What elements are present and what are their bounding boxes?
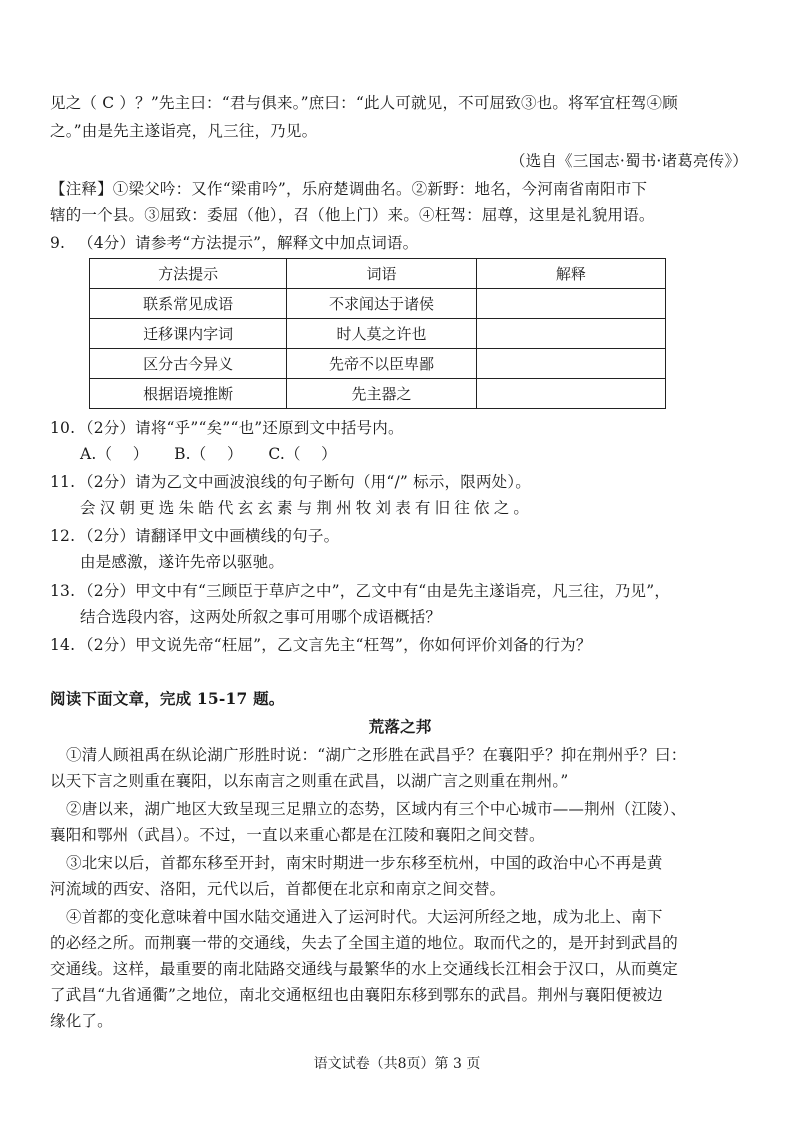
passage-line: 见之（ C ）？”先主曰：“君与俱来。”庶曰：“此人可就见，不可屈致③也。将军宜枉驾④顾: [50, 94, 678, 112]
paragraph-3-cont: 河流域的西安、洛阳，元代以后，首都便在北京和南京之间交替。: [50, 880, 506, 898]
method-cell: 联系常见成语: [90, 289, 287, 319]
notes-line: 【注释】①梁父吟：又作“梁甫吟”，乐府楚调曲名。②新野：地名，今河南省南阳市下: [50, 180, 648, 198]
word-cell: 先主器之: [287, 379, 476, 409]
question-number: 11.: [50, 473, 76, 491]
notes-line: 辖的一个县。③屈致：委屈（他），召（他上门）来。④枉驾：屈尊，这里是礼貌用语。: [50, 206, 655, 224]
method-table: [89, 258, 666, 409]
paragraph-2-cont: 襄阳和鄂州（武昌）。不过，一直以来重心都是在江陵和襄阳之间交替。: [50, 826, 545, 844]
page-footer: 语文试卷（共8页）第 3 页: [313, 1056, 481, 1072]
question-12: [50, 525, 750, 547]
table-header: 解释: [476, 259, 665, 289]
underlined-sentence: 由是感激，遂许先帝以驱驰。: [80, 553, 285, 571]
paragraph-4-cont: 了武昌“九省通衢”之地位，南北交通枢纽也由襄阳东移到鄂东的武昌。荆州与襄阳便被边: [50, 986, 663, 1004]
method-cell: 区分古今异义: [90, 349, 287, 379]
word-cell: 先帝不以臣卑鄙: [287, 349, 476, 379]
question-number: 12.: [50, 527, 76, 545]
explain-cell[interactable]: [476, 379, 665, 409]
paragraph-1: ①清人顾祖禹在纵论湖广形胜时说：“湖广之形胜在武昌乎？在襄阳乎？抑在荆州乎？曰：: [66, 746, 687, 764]
explain-cell[interactable]: [476, 349, 665, 379]
paragraph-4: ④首都的变化意味着中国水陆交通进入了运河时代。大运河所经之地，成为北上、南下: [66, 908, 663, 926]
table-header: 方法提示: [90, 259, 287, 289]
question-text: （2分）请为乙文中画波浪线的句子断句（用“/” 标示，限两处）。: [78, 473, 532, 491]
table-header-row: [90, 259, 666, 289]
reading-instruction: 阅读下面文章，完成 15-17 题。: [50, 689, 285, 708]
question-text: （2分）请翻译甲文中画横线的句子。: [78, 527, 340, 545]
table-row: [90, 349, 666, 379]
question-number: 13.: [50, 582, 76, 600]
paragraph-4-cont: 的必经之所。而荆襄一带的交通线，失去了全国主道的地位。取而代之的，是开封到武昌的: [50, 934, 679, 952]
paragraph-4-cont: 交通线。这样，最重要的南北陆路交通线与最繁华的水上交通线长江相会于汉口，从而奠定: [50, 960, 679, 978]
paragraph-1-cont: 以天下言之则重在襄阳，以东南言之则重在武昌，以湖广言之则重在荆州。”: [50, 772, 569, 790]
explain-cell[interactable]: [476, 319, 665, 349]
paragraph-3: ③北宋以后，首都东移至开封，南宋时期进一步东移至杭州，中国的政治中心不再是黄: [66, 854, 663, 872]
question-10: [50, 417, 750, 439]
word-cell: 时人莫之许也: [287, 319, 476, 349]
question-number: 10.: [50, 419, 76, 437]
question-text: （4分）请参考“方法提示”，解释文中加点词语。: [78, 234, 419, 252]
question-13: [50, 580, 750, 602]
passage-source: （选自《三国志·蜀书·诸葛亮传》）: [509, 152, 748, 170]
table-row: [90, 379, 666, 409]
question-number: 9.: [50, 234, 66, 252]
paragraph-2: ②唐以来，湖广地区大致呈现三足鼎立的态势，区域内有三个中心城市——荆州（江陵）、: [66, 800, 687, 818]
question-text: （2分）甲文中有“三顾臣于草庐之中”，乙文中有“由是先主遂诣亮，凡三往，乃见”，: [78, 582, 671, 600]
table-header: 词语: [287, 259, 476, 289]
question-text: （2分）请将“乎”“矣”“也”还原到文中括号内。: [78, 419, 404, 437]
question-11: [50, 471, 750, 493]
question-text: （2分）甲文说先帝“枉屈”，乙文言先主“枉驾”，你如何评价刘备的行为？: [78, 636, 592, 654]
question-14: [50, 634, 750, 656]
paragraph-4-cont: 缘化了。: [50, 1012, 113, 1030]
method-cell: 迁移课内字词: [90, 319, 287, 349]
article-title: 荒落之邦: [368, 717, 432, 736]
explain-cell[interactable]: [476, 289, 665, 319]
answer-options: A.（ ） B.（ ） C.（ ）: [80, 445, 337, 463]
question-13-continued: 结合选段内容，这两处所叙之事可用哪个成语概括？: [80, 608, 442, 626]
word-cell: 不求闻达于诸侯: [287, 289, 476, 319]
wavy-sentence: 会汉朝更选朱皓代玄玄素与荆州牧刘表有旧往依之。: [80, 499, 534, 517]
passage-line: 之。”由是先主遂诣亮，凡三往，乃见。: [50, 122, 318, 140]
question-9: [50, 232, 750, 254]
table-row: [90, 289, 666, 319]
table-row: [90, 319, 666, 349]
method-cell: 根据语境推断: [90, 379, 287, 409]
question-number: 14.: [50, 636, 76, 654]
